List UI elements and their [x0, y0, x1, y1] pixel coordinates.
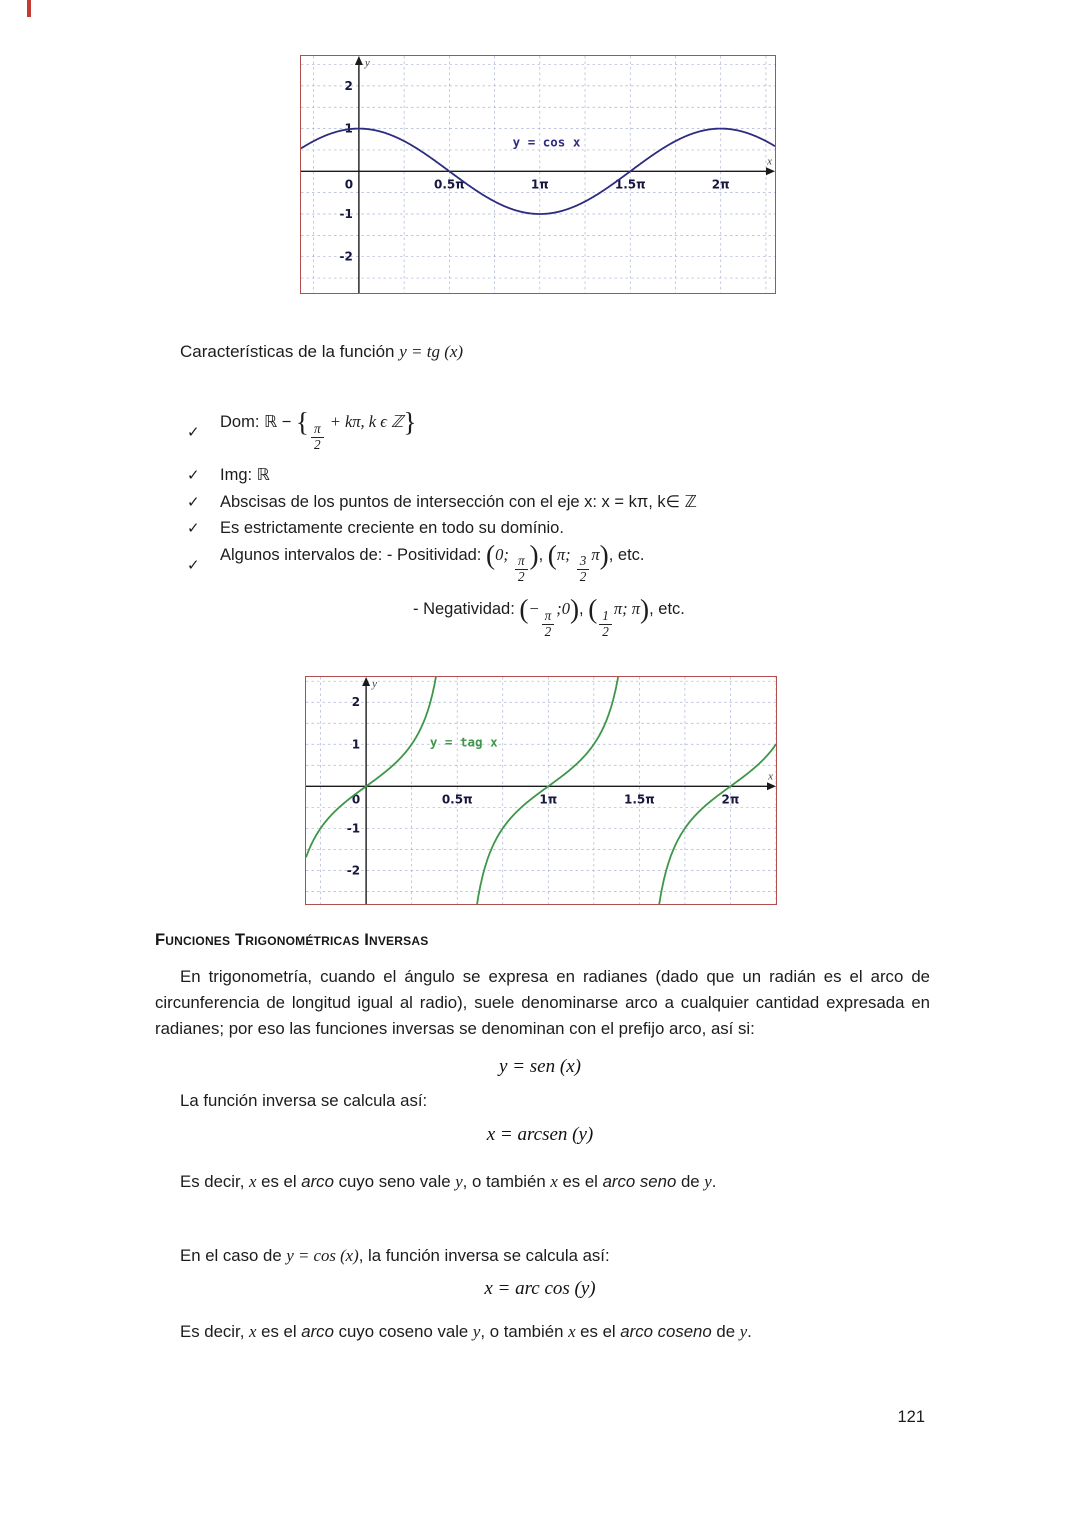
svg-text:1: 1: [344, 121, 353, 136]
inverse-calc-text: La función inversa se calcula así:: [180, 1091, 428, 1110]
svg-text:1.5π: 1.5π: [614, 177, 646, 192]
formula-arccos: x = arc cos (y): [484, 1278, 596, 1299]
check-icon: ✓: [187, 424, 200, 442]
cosine-graph-frame: [300, 55, 776, 294]
check-icon: ✓: [187, 466, 200, 484]
text: ;0: [556, 599, 570, 618]
brace-close: }: [403, 407, 417, 438]
fraction: [311, 422, 324, 453]
svg-text:y: y: [372, 678, 378, 690]
svg-text:y: y: [364, 57, 370, 69]
italic-word: arco: [301, 1172, 334, 1191]
denominator: 2: [602, 623, 609, 639]
esdecir-coseno-sentence: [180, 1322, 752, 1342]
text: En el caso de: [180, 1246, 287, 1265]
text: + kπ, k ϵ ℤ: [325, 412, 404, 431]
math-var: x: [249, 1172, 257, 1191]
math-expression: y = cos (x): [286, 1246, 359, 1265]
section-heading-inversas: Funciones Trigonométricas Inversas: [155, 931, 429, 949]
characteristics-list: [187, 407, 927, 647]
text: −: [528, 599, 540, 618]
svg-text:0.5π: 0.5π: [441, 792, 473, 807]
svg-text:1.5π: 1.5π: [623, 792, 655, 807]
section-title-caracteristicas: [180, 342, 463, 362]
text: , o también: [480, 1322, 569, 1341]
text: π: [591, 544, 600, 564]
paren-close: ): [529, 539, 539, 570]
math-var: y: [704, 1172, 712, 1191]
denominator: 2: [544, 623, 552, 639]
math-var: x: [568, 1322, 576, 1341]
text: 0;: [495, 544, 513, 564]
text: es el: [256, 1172, 302, 1191]
fraction: [515, 554, 528, 585]
paren-close: ): [640, 594, 650, 625]
formula-sen: y = sen (x): [499, 1056, 581, 1077]
paren-open: (: [519, 594, 529, 625]
tangent-graph: [306, 677, 776, 904]
list-item-negatividad: [413, 594, 927, 640]
svg-text:0: 0: [344, 177, 354, 192]
svg-text:1: 1: [351, 737, 361, 752]
svg-text:0: 0: [351, 792, 361, 807]
text: - Negatividad:: [413, 600, 520, 618]
math-var: y: [455, 1172, 463, 1191]
italic-word: arco: [301, 1322, 334, 1341]
list-item-abscisas: [187, 492, 927, 512]
svg-text:x: x: [767, 155, 772, 168]
svg-text:2π: 2π: [711, 177, 730, 192]
text: , etc.: [608, 545, 645, 564]
text: cuyo coseno vale: [333, 1322, 473, 1341]
text: es el: [557, 1172, 603, 1191]
check-icon: ✓: [187, 520, 200, 537]
list-item-creciente: [187, 519, 927, 538]
svg-text:y = tag x: y = tag x: [429, 734, 498, 750]
list-item-text: [220, 407, 417, 453]
text: π; π: [613, 599, 641, 618]
numerator: π: [311, 422, 324, 438]
text: es el: [575, 1322, 621, 1341]
text: π;: [556, 544, 575, 564]
list-item-text: Abscisas de los puntos de intersección con el eje x: x = kπ, k∈ ℤ: [220, 492, 697, 511]
denominator: 2: [517, 569, 525, 585]
text: de: [676, 1172, 705, 1191]
svg-text:2: 2: [344, 78, 353, 93]
text: , o también: [462, 1172, 551, 1191]
text: , etc.: [649, 600, 685, 618]
text: , la función inversa se calcula así:: [358, 1246, 610, 1265]
paren-open: (: [485, 539, 496, 570]
paren-open: (: [588, 594, 598, 625]
intro-paragraph: En trigonometría, cuando el ángulo se expresa en radianes (dado que un radián es el arco de circunferencia de longitud igual al radio), suele denominarse arco a cualquier cantidad expresada en radianes; por eso las funciones inversas se denominan con el prefijo arco, así si:: [155, 967, 930, 1038]
numerator: 1: [599, 609, 612, 625]
numerator: 3: [577, 554, 590, 570]
svg-text:-1: -1: [346, 821, 361, 836]
svg-text:x: x: [768, 770, 773, 783]
math-var: x: [550, 1172, 558, 1191]
check-icon: ✓: [187, 493, 200, 511]
check-icon: ✓: [187, 556, 200, 574]
formula-arcsen: x = arcsen (y): [486, 1124, 594, 1145]
svg-text:1π: 1π: [539, 792, 558, 807]
list-item-text: [220, 539, 645, 586]
margin-artifact: [27, 0, 31, 17]
paren-close: ): [599, 539, 609, 570]
italic-word: arco coseno: [620, 1322, 712, 1341]
svg-text:1π: 1π: [530, 177, 549, 192]
brace-open: {: [295, 407, 309, 438]
cosine-graph: [301, 56, 775, 293]
svg-text:-2: -2: [346, 863, 361, 878]
list-item-text: Es estrictamente creciente en todo su domínio.: [220, 518, 564, 537]
list-item-img: [187, 465, 927, 485]
fraction: [542, 609, 555, 640]
svg-text:-1: -1: [339, 207, 353, 221]
italic-word: arco seno: [602, 1172, 677, 1191]
text: de: [711, 1322, 740, 1341]
math-var: y: [739, 1322, 748, 1341]
esdecir-seno-sentence: [180, 1172, 716, 1192]
svg-text:2π: 2π: [721, 792, 740, 807]
list-item-text: Img: ℝ: [220, 465, 270, 484]
text: es el: [256, 1322, 302, 1341]
text: .: [711, 1172, 717, 1191]
text: ,: [538, 545, 548, 564]
tangent-graph-frame: [305, 676, 777, 905]
text: Es decir,: [180, 1172, 250, 1191]
svg-text:0.5π: 0.5π: [433, 177, 465, 192]
svg-text:y = cos x: y = cos x: [512, 134, 581, 150]
text: Es decir,: [180, 1322, 250, 1341]
fraction: [577, 554, 590, 585]
numerator: π: [542, 609, 555, 625]
text: cuyo seno vale: [333, 1172, 456, 1191]
numerator: π: [515, 554, 528, 570]
list-item-text: [413, 594, 685, 640]
text: .: [747, 1322, 752, 1341]
text: ,: [579, 600, 589, 618]
svg-text:-2: -2: [339, 249, 353, 264]
svg-text:2: 2: [351, 695, 361, 710]
list-item-dom: [187, 407, 927, 453]
denominator: 2: [579, 569, 587, 585]
title-math: y = tg (x): [399, 342, 464, 361]
caso-cos-sentence: [180, 1246, 610, 1266]
title-text: Características de la función: [180, 342, 400, 361]
denominator: 2: [313, 436, 321, 452]
page-number: 121: [897, 1408, 925, 1426]
paren-open: (: [547, 539, 557, 570]
list-item-positividad: [187, 539, 927, 586]
math-var: x: [249, 1322, 257, 1341]
paren-close: ): [569, 594, 580, 625]
math-var: y: [472, 1322, 481, 1341]
text: Algunos intervalos de: - Positividad:: [220, 545, 486, 564]
fraction: [599, 609, 612, 640]
text: Dom: ℝ −: [220, 413, 296, 431]
